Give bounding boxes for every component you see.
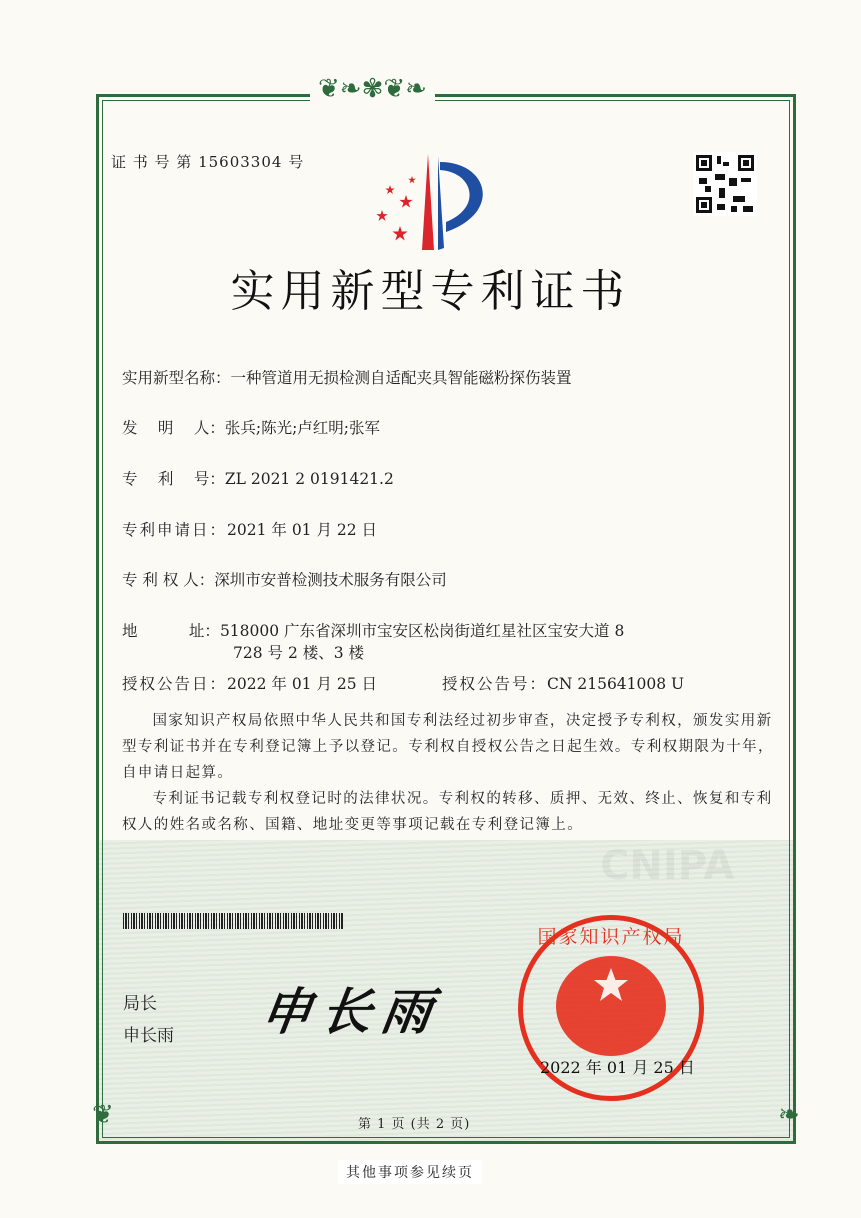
corner-ornament-icon: ❦ — [92, 1100, 114, 1130]
page-indicator: 第 1 页 (共 2 页) — [358, 1117, 471, 1132]
certificate-title: 实用新型专利证书 — [230, 266, 631, 317]
grant-date: 2022 年 01 月 25 日 — [227, 675, 378, 693]
inventors: 张兵;陈光;卢红明;张军 — [224, 419, 381, 437]
top-ornament-icon: ❦❧✾❦❧ — [310, 74, 435, 104]
star-icon — [408, 176, 416, 183]
label: 授权公告日： — [122, 675, 228, 693]
star-icon — [392, 226, 407, 240]
grant-number: CN 215641008 U — [547, 675, 685, 693]
signatory-title: 局长 — [123, 994, 157, 1014]
star-icon — [591, 966, 631, 1006]
filing-date-row — [122, 518, 377, 540]
paragraph-legal-status: 专利证书记载专利权登记时的法律状况。专利权的转移、质押、无效、终止、恢复和专利权人的姓名或名称、国籍、地址变更等事项记载在专利登记簿上。 — [122, 791, 773, 833]
address-line-1: 518000 广东省深圳市宝安区松岗街道红星社区宝安大道 8 — [219, 622, 625, 640]
logo-red-bar — [422, 154, 434, 250]
qr-code — [693, 152, 757, 216]
inventors-row — [122, 416, 380, 438]
utility-model-name: 一种管道用无损检测自适配夹具智能磁粉探伤装置 — [230, 369, 572, 387]
barcode — [123, 913, 343, 929]
continuation-note: 其他事项参见续页 — [338, 1160, 482, 1184]
address-row — [122, 619, 624, 641]
star-icon — [376, 210, 387, 221]
certificate-number: 证 书 号 第 15603304 号 — [111, 153, 305, 171]
grant-number-row — [442, 672, 684, 694]
signatory-name: 申长雨 — [123, 1026, 174, 1046]
star-icon — [399, 195, 412, 208]
star-icon — [385, 185, 395, 194]
label: 实用新型名称： — [122, 369, 231, 387]
label: 专利申请日： — [122, 521, 228, 539]
patent-number-row — [122, 467, 394, 489]
patentee-row — [122, 568, 447, 590]
label: 专 利 号： — [122, 470, 225, 488]
utility-model-name-row — [122, 366, 572, 388]
corner-ornament-icon: ❧ — [778, 1100, 800, 1130]
watermark: CNIPA — [600, 843, 735, 889]
label: 授权公告号： — [442, 675, 548, 693]
seal-date: 2022 年 01 月 25 日 — [540, 1058, 695, 1077]
address-line-2: 728 号 2 楼、3 楼 — [233, 644, 365, 662]
signature: 申长雨 — [257, 982, 446, 1041]
seal-text: 国家知识产权局 — [537, 926, 685, 948]
label: 发 明 人： — [122, 419, 225, 437]
paragraph-grant-statement: 国家知识产权局依照中华人民共和国专利法经过初步审查，决定授予专利权，颁发实用新型专利证书并在专利登记簿上予以登记。专利权自授权公告之日起生效。专利权期限为十年，自申请日起算。 — [122, 713, 774, 781]
label: 地 址： — [122, 622, 220, 640]
filing-date: 2021 年 01 月 22 日 — [227, 521, 378, 539]
patent-number: ZL 2021 2 0191421.2 — [224, 470, 394, 488]
logo-blue-p — [438, 156, 483, 250]
label: 专 利 权 人： — [122, 571, 215, 589]
patentee: 深圳市安普检测技术服务有限公司 — [214, 571, 447, 589]
cnipa-logo-icon — [368, 152, 498, 252]
grant-date-row — [122, 672, 377, 694]
